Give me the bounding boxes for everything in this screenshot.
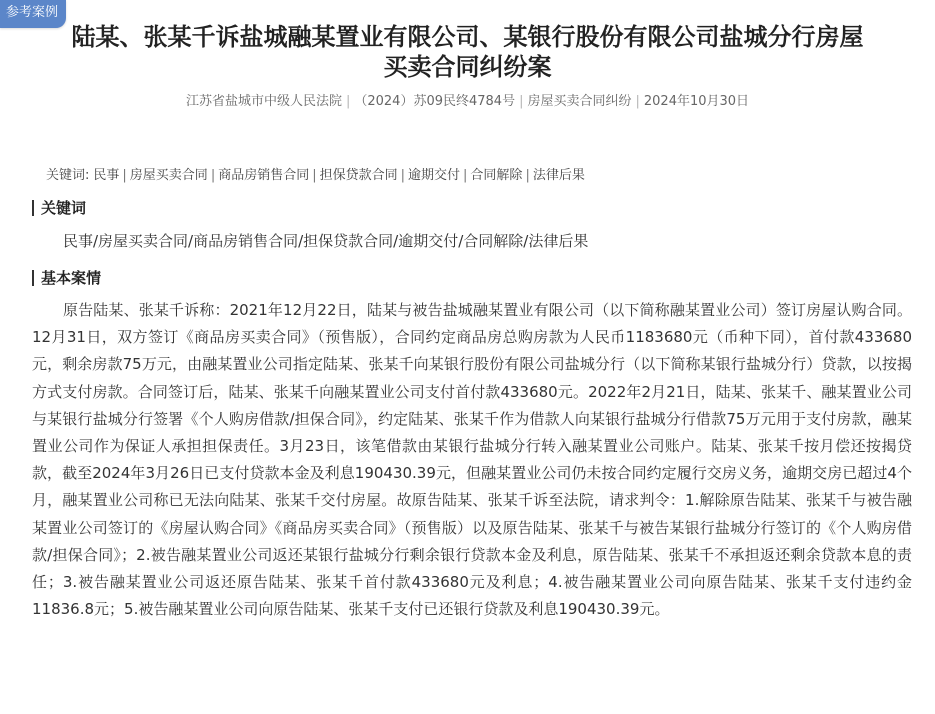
keyword-tag[interactable]: 民事 <box>93 168 120 183</box>
reference-case-tag: 参考案例 <box>0 0 66 28</box>
judgment-date: 2024年10月30日 <box>643 94 750 109</box>
keyword-separator: | <box>463 168 468 183</box>
keyword-tag[interactable]: 商品房销售合同 <box>218 168 310 183</box>
keyword-separator: | <box>312 168 317 183</box>
keyword-separator: | <box>210 168 216 183</box>
page-title: 陆某、张某千诉盐城融某置业有限公司、某银行股份有限公司盐城分行房屋买卖合同纠纷案 <box>71 23 864 81</box>
keyword-tag[interactable]: 法律后果 <box>532 168 585 183</box>
basic-facts-heading: 基本案情 <box>32 269 101 287</box>
keywords-text: 民事/房屋买卖合同/商品房销售合同/担保贷款合同/逾期交付/合同解除/法律后果 <box>63 232 589 250</box>
keyword-tag[interactable]: 合同解除 <box>470 168 523 183</box>
keyword-tag[interactable]: 逾期交付 <box>408 168 461 183</box>
keyword-separator: | <box>400 168 406 183</box>
case-cause: 房屋买卖合同纠纷 <box>527 94 632 109</box>
keyword-separator: | <box>525 168 530 183</box>
meta-divider: | <box>519 94 524 109</box>
case-number: （2024）苏09民终4784号 <box>354 94 516 109</box>
case-meta <box>0 90 935 109</box>
court-name: 江苏省盐城市中级人民法院 <box>185 94 342 109</box>
keyword-tag[interactable]: 房屋买卖合同 <box>129 168 208 183</box>
keyword-tag[interactable]: 担保贷款合同 <box>319 168 398 183</box>
meta-divider: | <box>635 94 640 109</box>
basic-facts-text: 原告陆某、张某千诉称：2021年12月22日，陆某与被告盐城融某置业有限公司（以下简称融某置业公司）签订房屋认购合同。12月31日，双方签订《商品房买卖合同》（预售版），合同约定商品房总购房款为人民币1183680元（币种下同），首付款433680元，剩余房款75万元，由融某置业公司指定陆某、张某千向某银行股份有限公司盐城分行（以下简称某银行盐城分行）贷款，以按揭方式支付房款。合同签订后，陆某、张某千向融某置业公司支付首付款433680元。2022年2月21日，陆某、张某千、融某置业公司与某银行盐城分行签署《个人购房借款/担保合同》，约定陆某、张某千作为借款人向某银行盐城分行借款75万元用于支付房款，融某置业公司作为保证人承担担保责任。3月23日，该笔借款由某银行盐城分行转入融某置业公司账户。陆某、张某千按月偿还按揭贷款，截至2024年3月26日已支付贷款本金及利息190430.39元，但融某置业公司仍未按合同约定履行交房义务，逾期交房已超过4个月，融某置业公司称已无法向陆某、张某千交付房屋。故原告陆某、张某千诉至法院，请求判令：1.解除原告陆某、张某千与被告融某置业公司签订的《房屋认购合同》《商品房买卖合同》（预售版）以及原告陆某、张某千与被告某银行盐城分行签订的《个人购房借款/担保合同》；2.被告融某置业公司返还某银行盐城分行剩余银行贷款本金及利息，原告陆某、张某千不承担返还剩余贷款本息的责任；3.被告融某置业公司返还原告陆某、张某千首付款433680元及利息；4.被告融某置业公司向原告陆某、张某千支付违约金11836.8元；5.被告融某置业公司向原告陆某、张某千支付已还银行贷款及利息190430.39元。 <box>32 301 912 619</box>
keywords-tag-label: 关键词: <box>46 168 90 183</box>
keywords-tag-line <box>46 164 585 183</box>
keywords-section-heading: 关键词 <box>32 199 86 217</box>
keyword-separator: | <box>122 168 127 183</box>
meta-divider: | <box>345 94 351 109</box>
